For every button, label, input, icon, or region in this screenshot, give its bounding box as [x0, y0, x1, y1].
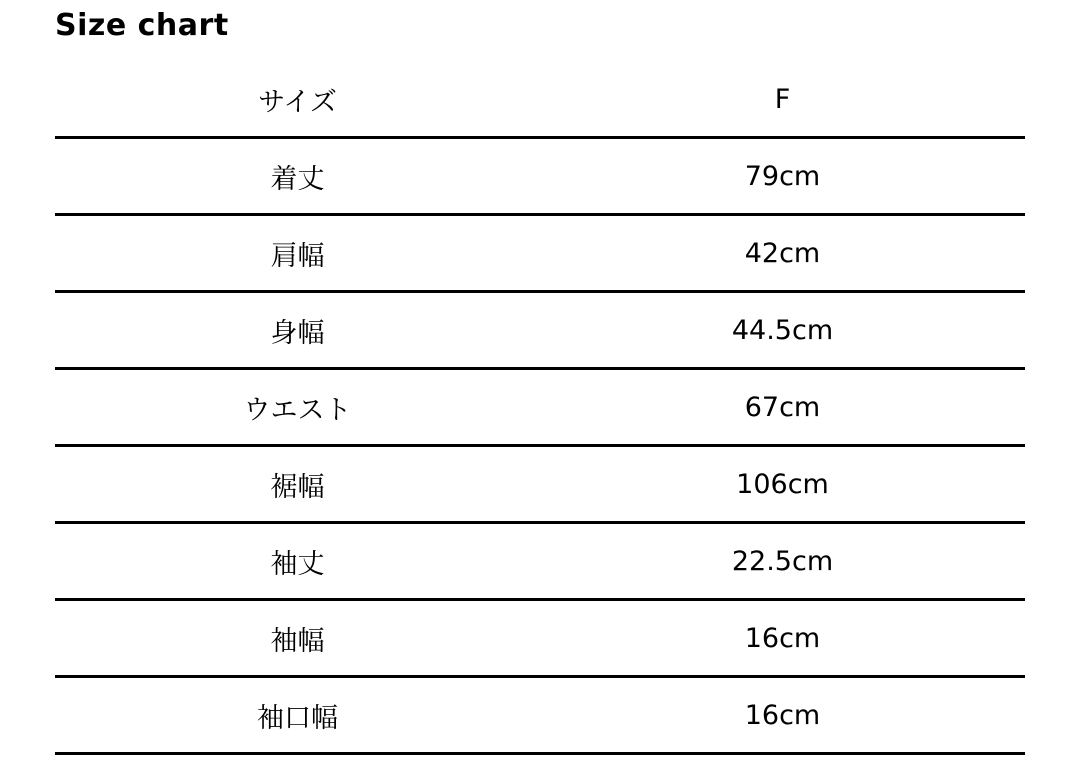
table-row [55, 369, 1025, 446]
page-title: Size chart [55, 8, 229, 43]
row-value: 16cm [540, 677, 1025, 754]
row-value: 67cm [540, 369, 1025, 446]
table-header-row [55, 62, 1025, 138]
row-label: 着丈 [55, 138, 540, 215]
table-header [55, 62, 1025, 138]
row-value: 44.5cm [540, 292, 1025, 369]
table-row [55, 138, 1025, 215]
row-label: 袖丈 [55, 523, 540, 600]
row-label: 袖幅 [55, 600, 540, 677]
table-body [55, 138, 1025, 754]
row-label: 袖口幅 [55, 677, 540, 754]
column-header-measurement: サイズ [55, 62, 540, 138]
table-row [55, 523, 1025, 600]
table-row [55, 292, 1025, 369]
table-row [55, 446, 1025, 523]
row-label: 裾幅 [55, 446, 540, 523]
row-label: ウエスト [55, 369, 540, 446]
row-label: 肩幅 [55, 215, 540, 292]
row-value: 22.5cm [540, 523, 1025, 600]
table-row [55, 215, 1025, 292]
size-chart-table [55, 62, 1025, 755]
table-row [55, 677, 1025, 754]
row-label: 身幅 [55, 292, 540, 369]
row-value: 106cm [540, 446, 1025, 523]
table-row [55, 600, 1025, 677]
column-header-size: F [540, 62, 1025, 138]
row-value: 42cm [540, 215, 1025, 292]
row-value: 79cm [540, 138, 1025, 215]
row-value: 16cm [540, 600, 1025, 677]
